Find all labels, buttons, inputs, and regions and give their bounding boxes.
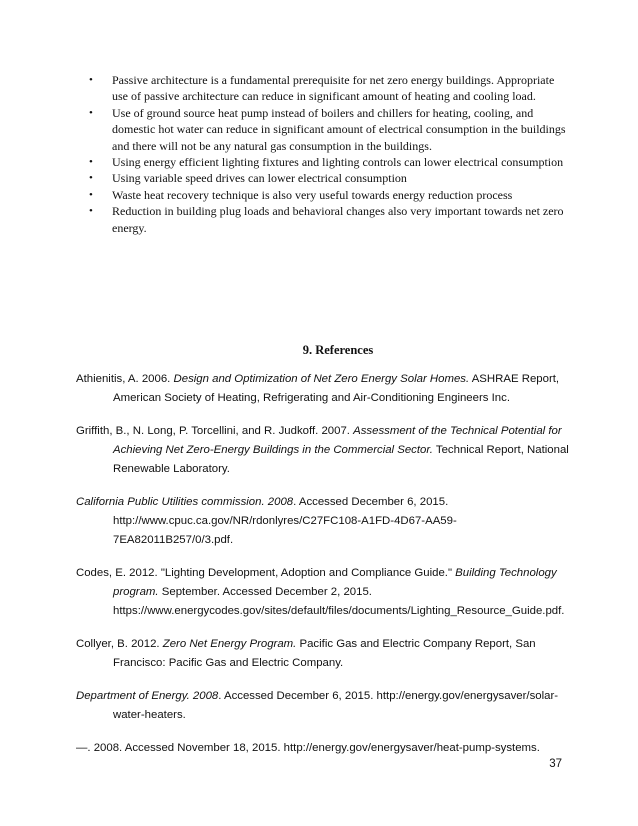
page-number: 37 (549, 758, 562, 770)
reference-title: Department of Energy. 2008 (76, 690, 219, 702)
bullet-text: Use of ground source heat pump instead of boilers and chillers for heating, cooling, and domestic hot water can reduce in significant amount of electrical consumption in the buildings and there will not be any natural gas consumption in the buildings. (112, 105, 566, 153)
bullet-dot-icon: • (89, 156, 93, 169)
reference-title: California Public Utilities commission. 2008 (76, 496, 294, 508)
reference-entry (76, 370, 570, 408)
reference-entry (76, 635, 570, 673)
reference-rest: ASHRAE Report, American Society of Heating, Refrigerating and Air-Conditioning Engineers Inc. (113, 373, 560, 404)
bullet-dot-icon: • (89, 188, 93, 201)
bullet-text: Using energy efficient lighting fixtures and lighting controls can lower electrical consumption (112, 155, 564, 170)
reference-rest: . Accessed December 6, 2015. http://energy.gov/energysaver/solar-water-heaters. (113, 690, 559, 721)
reference-title: Zero Net Energy Program. (162, 638, 297, 650)
bullet-item (88, 72, 566, 105)
references-heading (0, 343, 638, 358)
reference-title: Assessment of the Technical Potential for Achieving Net Zero-Energy Buildings in the Commercial Sector. (113, 425, 562, 456)
bullet-dot-icon: • (89, 172, 93, 185)
reference-entry (76, 687, 570, 725)
reference-entry (76, 493, 570, 550)
bullet-item (88, 170, 566, 186)
bullet-item (88, 203, 566, 236)
bullet-dot-icon: • (89, 205, 93, 218)
reference-title: Building Technology program. (113, 567, 557, 598)
reference-lead: Athienitis, A. 2006. (76, 373, 174, 385)
bullet-item (88, 187, 566, 203)
bullet-item (88, 105, 566, 154)
references-list (76, 370, 570, 772)
bullet-text: Passive architecture is a fundamental prerequisite for net zero energy buildings. Appropriate use of passive architecture can reduce in significant amount of heating and cooling load. (112, 73, 555, 104)
conclusion-bullet-list (88, 72, 566, 236)
reference-rest: Pacific Gas and Electric Company Report, San Francisco: Pacific Gas and Electric Company. (113, 638, 536, 669)
bullet-dot-icon: • (89, 74, 93, 86)
reference-entry (76, 422, 570, 479)
reference-rest: September. Accessed December 2, 2015. https://www.energycodes.gov/sites/default/files/documents/Lighting_Resource_Guide.pdf. (113, 586, 565, 617)
bullet-text: Waste heat recovery technique is also very useful towards energy reduction process (112, 187, 513, 202)
bullet-dot-icon: • (89, 106, 93, 119)
reference-entry (76, 564, 570, 621)
bullet-item (88, 154, 566, 170)
bullet-text: Using variable speed drives can lower electrical consumption (112, 171, 407, 186)
reference-rest: Technical Report, National Renewable Laboratory. (113, 444, 569, 475)
reference-lead: —. 2008. Accessed November 18, 2015. http://energy.gov/energysaver/heat-pump-systems. (76, 742, 540, 754)
reference-lead: Collyer, B. 2012. (76, 638, 163, 650)
reference-lead: Griffith, B., N. Long, P. Torcellini, and R. Judkoff. 2007. (76, 425, 354, 437)
bullet-text: Reduction in building plug loads and behavioral changes also very important towards net zero energy. (112, 204, 564, 235)
reference-rest: . Accessed December 6, 2015. http://www.cpuc.ca.gov/NR/rdonlyres/C27FC108-A1FD-4D67-AA59-7EA82011B257/0/3.pdf. (113, 496, 457, 546)
references-heading-text: 9. References (302, 343, 374, 357)
reference-title: Design and Optimization of Net Zero Energy Solar Homes. (173, 373, 470, 385)
reference-lead: Codes, E. 2012. "Lighting Development, Adoption and Compliance Guide." (76, 567, 456, 579)
reference-entry (76, 739, 570, 758)
